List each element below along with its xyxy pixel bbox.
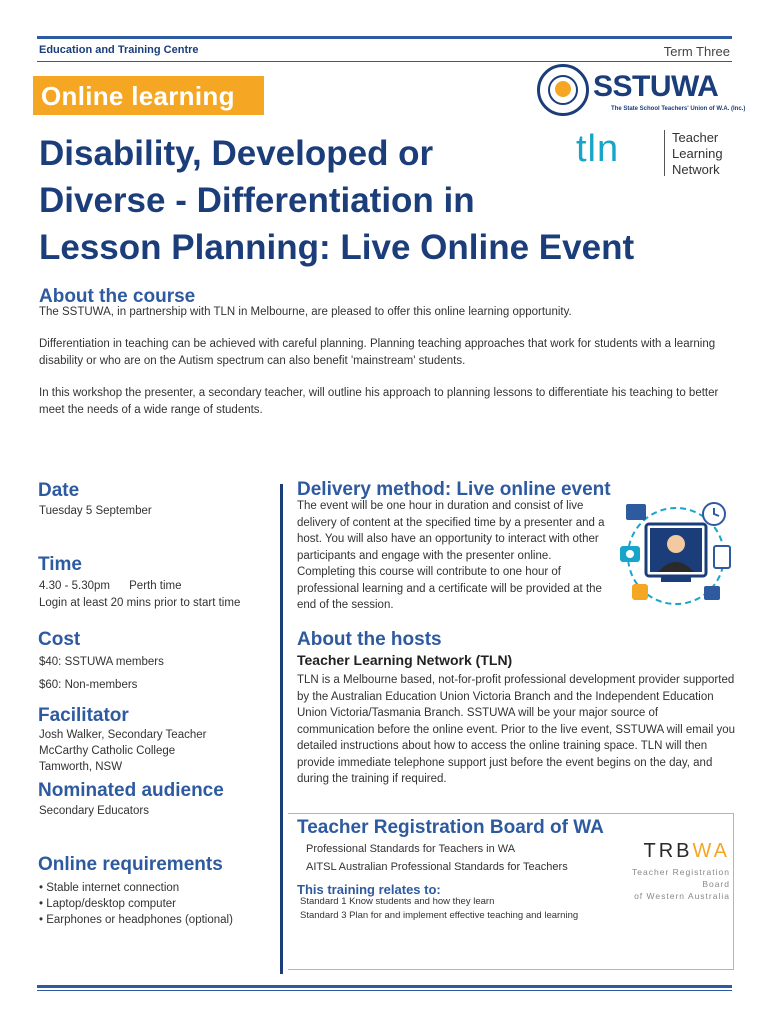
delivery-heading: Delivery method: Live online event bbox=[297, 479, 611, 500]
facilitator-name: Josh Walker, Secondary Teacher bbox=[39, 729, 207, 741]
page-title bbox=[39, 130, 719, 271]
sstuwa-seal-icon bbox=[537, 64, 589, 116]
trbwa-sub-line-1: Teacher Registration Board bbox=[632, 867, 730, 889]
online-presenter-icon bbox=[606, 496, 746, 616]
tln-line-3: Network bbox=[672, 162, 720, 177]
trbwa-letters: TRB bbox=[643, 840, 693, 862]
list-item: • Stable internet connection bbox=[39, 882, 180, 894]
tln-mark: tln bbox=[576, 128, 620, 170]
term-label: Term Three bbox=[663, 44, 730, 59]
trbwa-wordmark bbox=[644, 840, 730, 863]
cost-heading: Cost bbox=[38, 629, 81, 650]
time-heading: Time bbox=[38, 554, 83, 575]
cost-non-members: $60: Non-members bbox=[39, 679, 138, 691]
bottom-rule-thin bbox=[37, 990, 732, 991]
trb-standard-line-1: Professional Standards for Teachers in WA bbox=[306, 843, 516, 855]
date-heading: Date bbox=[38, 480, 80, 501]
about-course-heading: About the course bbox=[39, 286, 196, 307]
audience-heading: Nominated audience bbox=[38, 780, 224, 801]
requirements-heading: Online requirements bbox=[38, 854, 223, 875]
column-divider bbox=[280, 484, 283, 974]
sstuwa-wordmark: SSTUWA bbox=[593, 70, 719, 103]
trbwa-subtitle bbox=[605, 866, 730, 902]
title-line-3: Lesson Planning: Live Online Event bbox=[39, 228, 635, 267]
time-line-2: Login at least 20 mins prior to start time bbox=[39, 597, 241, 609]
trbwa-logo bbox=[605, 840, 730, 901]
top-rule bbox=[37, 36, 732, 39]
header-rule bbox=[37, 61, 732, 62]
facilitator-college: McCarthy Catholic College bbox=[39, 745, 176, 757]
trb-standard-1: Standard 1 Know students and how they learn bbox=[300, 896, 495, 907]
date-value: Tuesday 5 September bbox=[39, 505, 152, 517]
sstuwa-subtitle: The State School Teachers' Union of W.A. (Inc.) bbox=[611, 106, 746, 112]
cost-members: $40: SSTUWA members bbox=[39, 656, 164, 668]
tln-line-2: Learning bbox=[672, 146, 723, 161]
trb-standard-line-2: AITSL Australian Professional Standards for Teachers bbox=[306, 861, 568, 873]
trb-standard-3: Standard 3 Plan for and implement effective teaching and learning bbox=[300, 910, 579, 921]
trb-relates-heading: This training relates to: bbox=[297, 882, 441, 897]
audience-value: Secondary Educators bbox=[39, 805, 149, 817]
tln-line-1: Teacher bbox=[672, 130, 719, 145]
title-line-2: Diverse - Differentiation in bbox=[39, 181, 475, 220]
title-line-1: Disability, Developed or bbox=[39, 134, 434, 173]
centre-label: Education and Training Centre bbox=[39, 44, 199, 56]
hosts-heading: About the hosts bbox=[297, 629, 442, 650]
facilitator-location: Tamworth, NSW bbox=[39, 761, 123, 773]
about-paragraph-3: In this workshop the presenter, a secondary teacher, will outline his approach to planning lessons to differentiate his teaching to better meet the needs of a wide range of students. bbox=[39, 387, 719, 416]
list-item: • Laptop/desktop computer bbox=[39, 898, 177, 910]
about-paragraph-2: Differentiation in teaching can be achieved with careful planning. Planning teaching approaches that work for students with a learning disability or who are on the Autism spectrum can also benefit 'mainstream' students. bbox=[39, 338, 716, 367]
requirements-list bbox=[39, 880, 233, 928]
list-item: • Earphones or headphones (optional) bbox=[39, 914, 233, 926]
about-paragraph-1: The SSTUWA, in partnership with TLN in Melbourne, are pleased to offer this online learning opportunity. bbox=[39, 306, 572, 318]
trbwa-wa: WA bbox=[692, 840, 730, 862]
hosts-subheading: Teacher Learning Network (TLN) bbox=[297, 652, 513, 668]
trb-heading: Teacher Registration Board of WA bbox=[297, 817, 604, 838]
delivery-text: The event will be one hour in duration and consist of live delivery of content at the specified time by a presenter and a host. You will also have an opportunity to interact with other participants and engage with the presenter online. Completing this course will contribute to one hour of professional learning and a certificate will be provided at the end of the session. bbox=[297, 500, 605, 611]
sstuwa-logo bbox=[537, 64, 746, 118]
facilitator-heading: Facilitator bbox=[38, 705, 129, 726]
hosts-text: TLN is a Melbourne based, not-for-profit professional development provider supported by the Australian Education Union Victoria Branch and the Independent Education Union Victoria/Tasmania Branch. SSTUWA will be your major source of communication before the online event. Prior to the live event, SSTUWA will email you detailed instructions about how to access the online training space. TLN will then provide immediate telephone support just before the event begins on the day, and during the training if required. bbox=[297, 674, 736, 785]
time-line-1: 4.30 - 5.30pm Perth time bbox=[39, 580, 182, 592]
online-learning-badge: Online learning bbox=[33, 76, 264, 115]
bottom-rule bbox=[37, 985, 732, 988]
trbwa-sub-line-2: of Western Australia bbox=[634, 891, 730, 901]
